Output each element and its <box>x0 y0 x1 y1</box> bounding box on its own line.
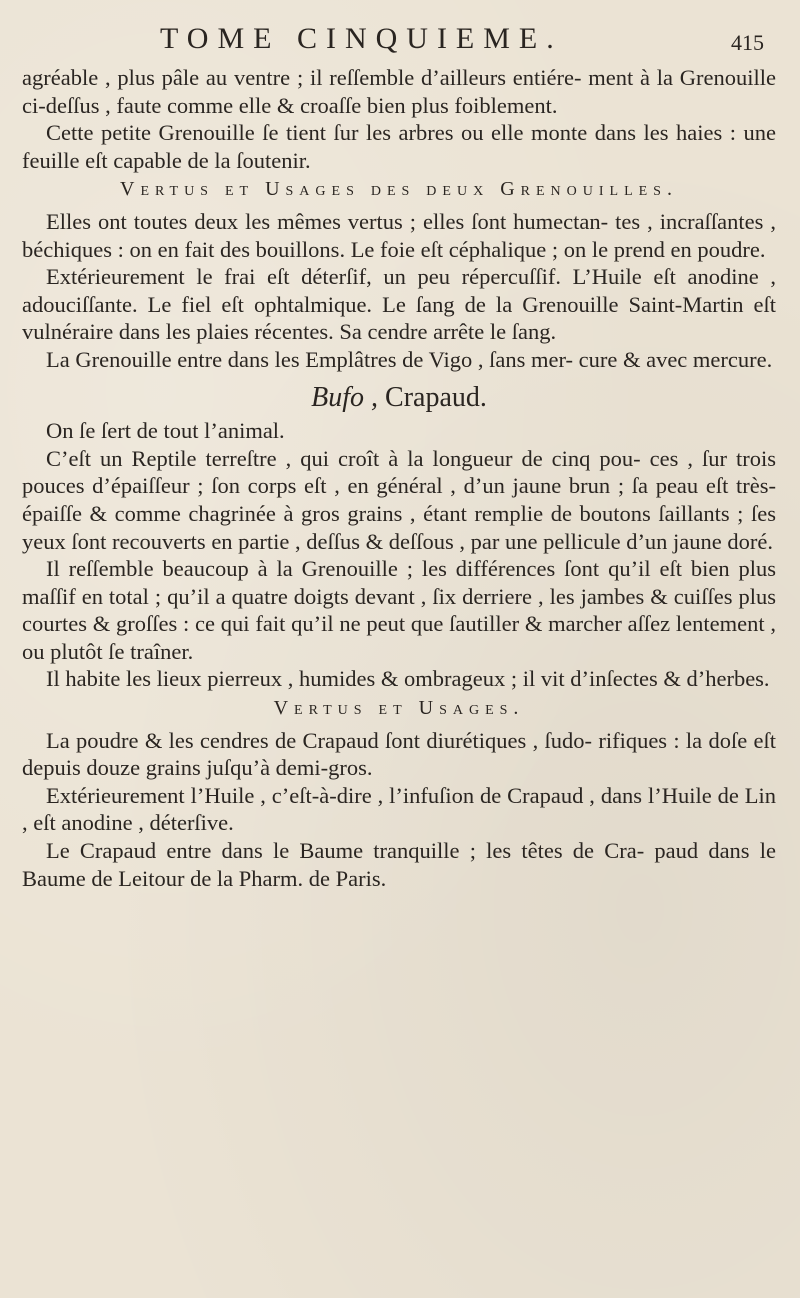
paragraph: Le Crapaud entre dans le Baume tranquille ; les têtes de Cra- paud dans le Baume de Leitour de la Pharm. de Paris. <box>22 838 776 891</box>
page-header <box>22 22 776 64</box>
section-heading: Vertus et Usages. <box>273 697 525 720</box>
page-footer-space <box>22 892 776 912</box>
entry-latin-name: Bufo , <box>311 381 379 413</box>
page-body <box>22 64 776 892</box>
page-number: 415 <box>731 30 764 55</box>
paragraph: agréable , plus pâle au ventre ; il reſſemble d’ailleurs entiére- ment à la Grenouille ci-deſſus , faute comme elle & croaſſe bien plus foiblement. <box>22 65 776 118</box>
section-heading: Vertus et Usages des deux Grenouilles. <box>120 178 678 201</box>
paragraph: La poudre & les cendres de Crapaud ſont diurétiques , ſudo- rifiques : la doſe eſt depuis douze grains juſqu’à demi-gros. <box>22 727 776 781</box>
paragraph: Extérieurement l’Huile , c’eſt-à-dire , l’infuſion de Crapaud , dans l’Huile de Lin , eſt anodine , déterſive. <box>22 782 776 836</box>
paragraph: C’eſt un Reptile terreſtre , qui croît à la longueur de cinq pou- ces , ſur trois pouces d’épaiſſeur ; ſon corps eſt , en général , d’un jaune brun ; ſa peau eſt très-épaiſſe & comme chagrinée à gros grains , étant remplie de boutons ſaillants ; ſes yeux ſont recouverts en partie , deſſus & deſſous , par une pellicule d’un jaune doré. <box>22 445 776 554</box>
paragraph: La Grenouille entre dans les Emplâtres de Vigo , ſans mer- cure & avec mercure. <box>46 346 773 372</box>
paragraph: Il reſſemble beaucoup à la Grenouille ; les différences ſont qu’il eſt bien plus maſſif en total ; qu’il a quatre doigts devant , ſix derriere , les jambes & cuiſſes plus courtes & groſſes : ce qui fait qu’il ne peut que ſautiller & marcher aſſez lentement , ou plutôt ſe traîner. <box>22 556 776 664</box>
paragraph: Elles ont toutes deux les mêmes vertus ; elles ſont humectan- tes , incraſſantes , béchiques : on en fait des bouillons. Le foie eſt céphalique ; on le prend en poudre. <box>22 208 776 262</box>
paragraph: Il habite les lieux pierreux , humides & ombrageux ; il vit d’inſectes & d’herbes. <box>46 666 770 692</box>
entry-heading <box>22 381 776 413</box>
paragraph: Cette petite Grenouille ſe tient ſur les arbres ou elle monte dans les haies : une feuille eſt capable de la ſoutenir. <box>22 120 776 173</box>
paragraph: Extérieurement le frai eſt déterſif, un peu répercuſſif. L’Huile eſt anodine , adouciſſante. Le fiel eſt ophtalmique. Le ſang de la Grenouille Saint-Martin eſt vulnéraire dans les plaies récentes. Sa cendre arrête le ſang. <box>22 264 776 345</box>
entry-common-name: Crapaud. <box>378 381 487 413</box>
paragraph: On ſe ſert de tout l’animal. <box>46 418 285 444</box>
running-title: TOME CINQUIEME. <box>160 22 563 55</box>
